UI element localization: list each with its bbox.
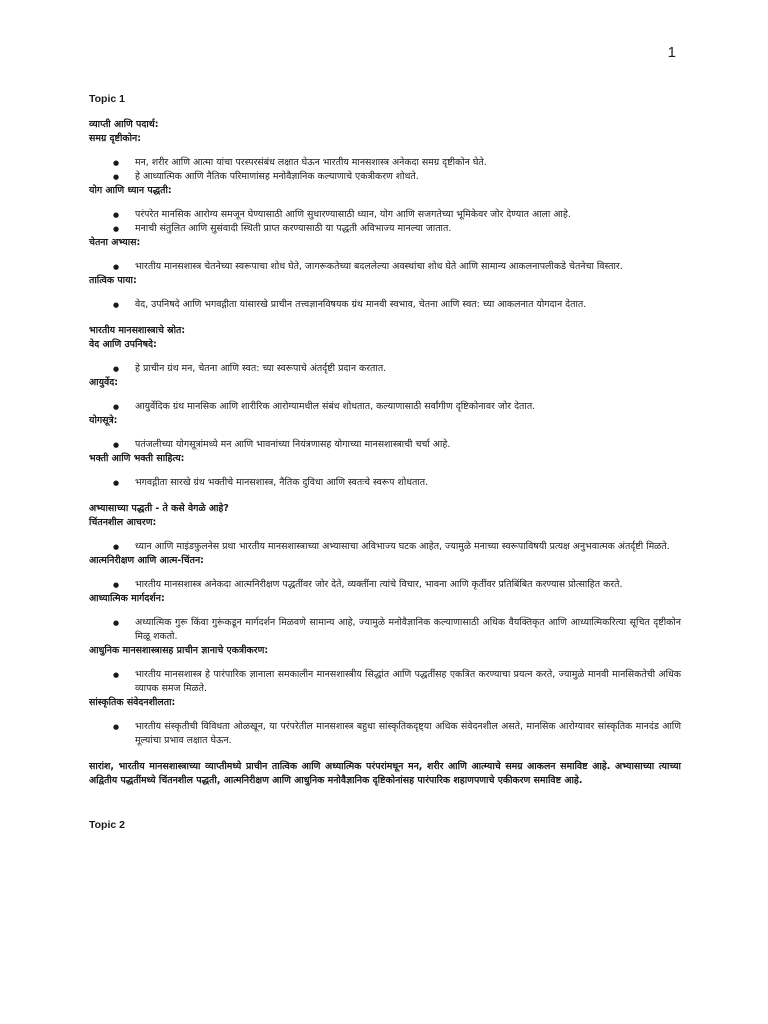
list-item: ● पतंजलीच्या योगसूत्रांमध्ये मन आणि भावनांच्या नियंत्रणासह योगाच्या मानसशास्त्राची चर्चा आहे. [89,438,681,452]
bullet-list [89,476,681,490]
list-item: ● हे प्राचीन ग्रंथ मन, चेतना आणि स्वत: च्या स्वरूपाचे अंतर्दृष्टी प्रदान करतात. [89,362,681,376]
topic-1-heading: Topic 1 [89,93,125,105]
list-item: ● हे आध्यात्मिक आणि नैतिक परिमाणांसह मनोवैज्ञानिक कल्याणाचे एकत्रीकरण शोधते. [89,170,681,184]
list-item: ● भारतीय संस्कृतीची विविधता ओळखून, या परंपरेतील मानसशास्त्र बहुधा सांस्कृतिकदृष्ट्या अधिक संवेदनशील असते, मानसिक आरोग्यावर सांस्कृतिक मानदंड आणि मूल्यांचा प्रभाव लक्षात घेऊन. [89,720,681,748]
subheading-contemplative-practice: चिंतनशील आचरण: [89,517,157,528]
subheading-vedas-upanishads: वेद आणि उपनिषदे: [89,339,157,350]
subheading-yoga-meditation: योग आणि ध्यान पद्धती: [89,185,172,196]
bullet-list [89,578,681,592]
section-heading-scope: व्याप्ती आणि पदार्थ: [89,119,159,130]
subheading-cultural-sensitivity: सांस्कृतिक संवेदनशीलता: [89,697,176,708]
topic-2-heading: Topic 2 [89,819,125,831]
subheading-spiritual-guidance: आध्यात्मिक मार्गदर्शन: [89,593,165,604]
bullet-list [89,400,681,414]
list-item: ● वेद, उपनिषदे आणि भगवद्गीता यांसारखे प्राचीन तत्त्वज्ञानविषयक ग्रंथ मानवी स्वभाव, चेतना आणि स्वत: च्या आकलनात योगदान देतात. [89,298,681,312]
list-item: ● मन, शरीर आणि आत्मा यांचा परस्परसंबंध लक्षात घेऊन भारतीय मानसशास्त्र अनेकदा समग्र दृष्टीकोन घेते. [89,156,681,170]
list-item: ● परंपरेत मानसिक आरोग्य समजून घेण्यासाठी आणि सुधारण्यासाठी ध्यान, योग आणि सजगतेच्या भूमिकेवर जोर देण्यात आला आहे. [89,208,681,222]
list-item: ● ध्यान आणि माइंडफुलनेस प्रथा भारतीय मानसशास्त्राच्या अभ्यासाचा अविभाज्य घटक आहेत, ज्यामुळे मनाच्या स्वरूपाविषयी प्रत्यक्ष अनुभवात्मक अंतर्दृष्टी मिळते. [89,540,681,554]
section-heading-methods: अभ्यासाच्या पद्धती - ते कसे वेगळे आहे? [89,503,229,514]
bullet-list [89,540,681,554]
bullet-list [89,616,681,644]
summary-paragraph: सारांश, भारतीय मानसशास्त्राच्या व्याप्तीमध्ये प्राचीन तात्विक आणि अध्यात्मिक परंपरांमधून मन, शरीर आणि आत्म्याचे समग्र आकलन समाविष्ट आहे. अभ्यासाच्या त्याच्या अद्वितीय पद्धतींमध्ये चिंतनशील पद्धती, आत्मनिरीक्षण आणि आधुनिक मनोवैज्ञानिक दृष्टिकोनांसह पारंपारिक शहाणपणाचे एकीकरण समाविष्ट आहे. [89,761,681,786]
page-number: 1 [667,44,676,61]
subheading-integration: आधुनिक मानसशास्त्रासह प्राचीन ज्ञानाचे एकत्रीकरण: [89,645,269,656]
bullet-list [89,260,681,274]
subheading-consciousness-studies: चेतना अभ्यास: [89,237,141,248]
bullet-list [89,438,681,452]
subheading-bhakti-literature: भक्ती आणि भक्ती साहित्य: [89,453,185,464]
bullet-list [89,156,681,184]
subheading-holistic-approach: समग्र दृष्टीकोन: [89,133,141,144]
list-item: ● भारतीय मानसशास्त्र चेतनेच्या स्वरूपाचा शोध घेते, जागरूकतेच्या बदललेल्या अवस्थांचा शोध घेते आणि सामान्य आकलनापलीकडे चेतनेचा विस्तार. [89,260,681,274]
bullet-list [89,720,681,748]
bullet-list [89,362,681,376]
document-body [89,92,681,844]
subheading-introspection: आत्मनिरीक्षण आणि आत्म-चिंतन: [89,555,204,566]
section-heading-sources: भारतीय मानसशास्त्राचे स्रोत: [89,325,186,336]
list-item: ● भगवद्गीता सारखे ग्रंथ भक्तीचे मानसशास्त्र, नैतिक दुविधा आणि स्वतःचे स्वरूप शोधतात. [89,476,681,490]
subheading-yoga-sutras: योगसूत्रे: [89,415,118,426]
subheading-philosophical-foundation: तात्विक पाया: [89,275,137,286]
bullet-list [89,668,681,696]
list-item: ● अध्यात्मिक गुरू किंवा गुरूंकडून मार्गदर्शन मिळवणे सामान्य आहे, ज्यामुळे मनोवैज्ञानिक कल्याणासाठी अधिक वैयक्तिकृत आणि आध्यात्मिकरित्या सूचित दृष्टीकोन मिळू शकतो. [89,616,681,644]
bullet-list [89,298,681,312]
list-item: ● भारतीय मानसशास्त्र अनेकदा आत्मनिरीक्षण पद्धतींवर जोर देते, व्यक्तींना त्यांचे विचार, भावना आणि कृतींवर प्रतिबिंबित करण्यास प्रोत्साहित करते. [89,578,681,592]
bullet-list [89,208,681,236]
list-item: ● मनाची संतुलित आणि सुसंवादी स्थिती प्राप्त करण्यासाठी या पद्धती अविभाज्य मानल्या जातात. [89,222,681,236]
subheading-ayurveda: आयुर्वेद: [89,377,118,388]
list-item: ● भारतीय मानसशास्त्र हे पारंपारिक ज्ञानाला समकालीन मानसशास्त्रीय सिद्धांत आणि पद्धतींसह एकत्रित करण्याचा प्रयत्न करते, ज्यामुळे मानवी मानसिकतेची अधिक व्यापक समज मिळते. [89,668,681,696]
list-item: ● आयुर्वेदिक ग्रंथ मानसिक आणि शारीरिक आरोग्यामधील संबंध शोधतात, कल्याणासाठी सर्वांगीण दृष्टिकोनावर जोर देतात. [89,400,681,414]
